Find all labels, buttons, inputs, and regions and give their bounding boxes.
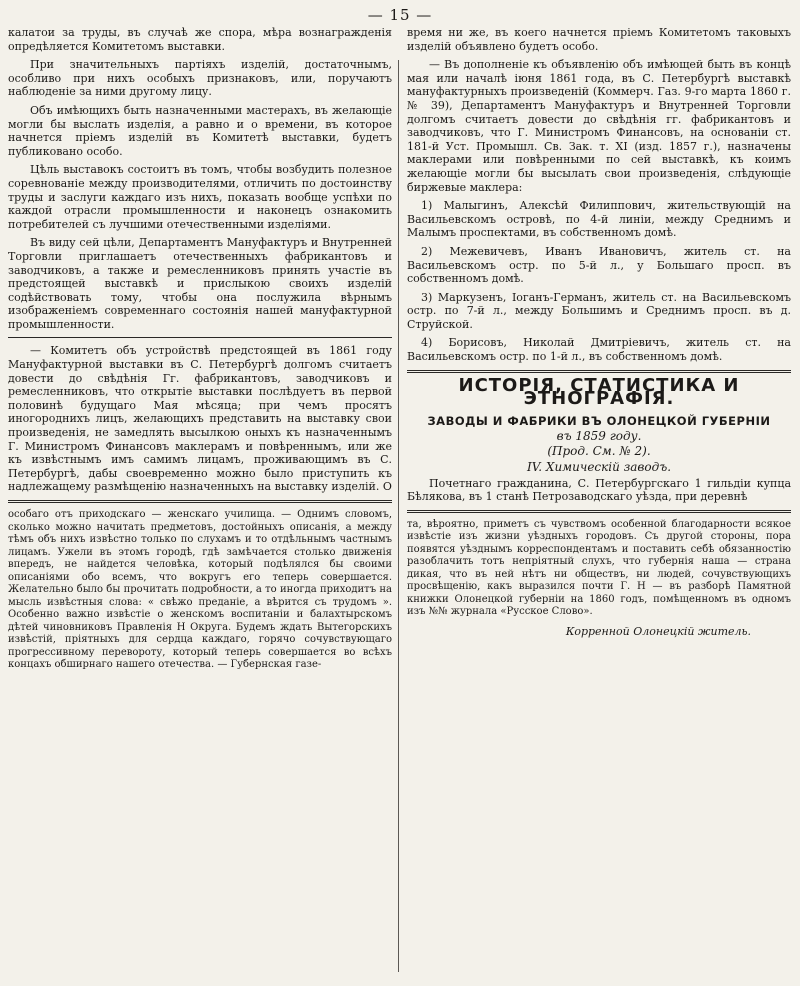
paragraph: Въ виду сей цѣли, Департаментъ Мануфактуръ и Внутренней Торговли приглашаетъ отечественныхъ фабрикантовъ и заводчиковъ, а также и ремесленниковъ принять участіе въ предстоящей выставкѣ и прислыкою своихъ изделій содѣйствовать тому, чтобы она послужила вѣрнымъ изображеніемъ современнаго состоянія нашей мануфактурной промышленности.: [8, 236, 392, 331]
article-subtitle: IV. Химическій заводъ.: [526, 460, 672, 475]
paragraph: — Комитетъ объ устройствѣ предстоящей въ 1861 году Мануфактурной выставки въ С. Петербургѣ долгомъ считаетъ довести до свѣдѣнія Гг. фабрикантовъ, заводчиковъ и ремесленниковъ, что открытіе выставки послѣдуетъ въ первой половинѣ будущаго Мая мѣсяца; при чемъ просятъ иногороднихъ лицъ, желающихъ представить на выставку свои произведенія, не замедлять высылкою оныхъ къ назначеннымъ Г. Министромъ Финансовъ маклерамъ и повѣреннымъ, или же къ извѣстнымъ имъ самимъ лицамъ, проживающимъ въ С. Петербургѣ, дабы своевременно можно было приступить къ надлежащему размѣщенію назначенныхъ на выставку изделій. О: [8, 344, 392, 494]
broker-item: 3) Маркузенъ, Іоганъ-Германъ, житель ст. на Васильевскомъ остр. по 7-й л., между Большимъ и Среднимъ просп. въ д. Струйской.: [407, 290, 791, 331]
broker-item: 1) Малыгинъ, Алексѣй Филиппович, жительствующій на Васильевскомъ островѣ, по 4-й линіи, между Среднимъ и Малымъ проспектами, въ собственномъ домѣ.: [407, 199, 791, 240]
broker-item: 2) Межевичевъ, Иванъ Ивановичъ, житель ст. на Васильевскомъ остр. по 5-й л., у Большаго просп. въ собственномъ домѣ.: [407, 244, 791, 286]
paragraph-lower: та, вѣроятно, приметъ съ чувствомъ особенной благодарности всякое извѣстіе изъ жизни уѣздныхъ городовъ. Съ другой стороны, пора появятся уѣзднымъ корреспондентамъ и поставить себѣ обязанностію разоблачить тотъ непріятный слухъ, что губернія наша — страна дикая, что въ ней нѣтъ ни обществъ, ни людей, сочувствующихъ просвѣщенію, какъ выразился почти Г. Н — въ разборѣ Памятной книжки Олонецкой губерніи на 1860 годъ, помѣщенномъ въ одномъ изъ №№ журнала «Русское Слово».: [407, 518, 791, 618]
broker-list: [407, 199, 791, 364]
article-title: ЗАВОДЫ И ФАБРИКИ ВЪ ОЛОНЕЦКОЙ ГУБЕРНІИ: [427, 413, 771, 428]
article-continuation: (Прод. См. № 2).: [547, 444, 651, 459]
separator-rule: [407, 370, 791, 373]
left-column: [8, 26, 392, 677]
paragraph: калатои за труды, въ случаѣ же спора, мѣра вознагражденія опредѣляется Комитетомъ выставки.: [8, 26, 392, 53]
paragraph: Цѣль выставокъ состоитъ въ томъ, чтобы возбудить полезное соревнованіе между производителями, отличить по достоинству труды и заслуги каждаго изъ нихъ, показать вообще успѣхи по каждой отрасли промышленности и наконецъ ознакомить потребителей съ лучшими отечественными изделіями.: [8, 163, 392, 231]
broker-item: 4) Борисовъ, Николай Дмитріевичъ, житель ст. на Васильевскомъ остр. по 1-й л., въ собственномъ домѣ.: [407, 336, 791, 364]
separator-rule: [8, 337, 392, 338]
column-divider: [398, 60, 399, 972]
separator-rule: [8, 500, 392, 503]
paragraph: время ни же, въ коего начнется пріемъ Комитетомъ таковыхъ изделій объявлено будетъ особо.: [407, 26, 791, 53]
paragraph: Объ имѣющихъ быть назначенными мастерахъ, въ желающіе могли бы выслать изделія, а равно и о времени, въ которое начнется пріемъ изделій въ Комитетѣ выставки, будетъ публиковано особо.: [8, 103, 392, 158]
article-text: Почетнаго гражданина, С. Петербургскаго 1 гильдіи купца Бѣлякова, въ 1 станѣ Петрозаводскаго уѣзда, при деревнѣ: [407, 476, 791, 504]
section-title: ИСТОРІЯ, СТАТИСТИКА И ЭТНОГРАФІЯ.: [458, 374, 740, 410]
signature: Корренной Олонецкій житель.: [565, 624, 751, 638]
paragraph-lower: особаго отъ приходскаго — женскаго училища. — Однимъ словомъ, сколько можно начитать предметовъ, достойныхъ описанія, а между тѣмъ объ нихъ извѣстно только по слухамъ и то отдѣльнымъ частнымъ лицамъ. Ужели въ этомъ городѣ, гдѣ замѣчается столько движенія впередъ, не найдется человѣка, который подѣлялся бы своими описаніями обо всемъ, что вокругъ его теперь совершается. Желательно было бы прочитать подробности, а то иногда приходитъ на мысль извѣстныя слова: « свѣжо преданіе, а вѣрится съ трудомъ ». Особенно важно извѣстіе о женскомъ воспитаніи и балахтырскомъ дѣтей чиновниковъ Правленія Н Округа. Будемъ ждать Вытегорскихъ извѣстій, пріятныхъ для сердца каждаго, горячо сочувствующаго прогрессивному перевороту, который теперь совершается во всѣхъ концахъ обширнаго нашего отечества. — Губернская газе-: [8, 509, 392, 670]
paragraph: При значительныхъ партіяхъ изделій, достаточнымъ, особливо при нихъ особыхъ признаковъ, или, поручаютъ наблюденіе за ними другому лицу.: [8, 58, 392, 99]
article-year: въ 1859 году.: [556, 428, 642, 443]
right-column: [407, 26, 791, 638]
page-number: — 15 —: [367, 6, 433, 24]
separator-rule: [407, 510, 791, 513]
announcement-paragraph: — Въ дополненіе къ объявленію объ имѣющей быть въ концѣ мая или началѣ іюня 1861 года, въ С. Петербургѣ выставкѣ мануфактурныхъ произведеній (Коммерч. Газ. 9-го марта 1860 г. № 39), Департаментъ Мануфактуръ и Внутренней Торговли долгомъ считаетъ довести до свѣдѣнія гг. фабрикантовъ и заводчиковъ, что Г. Министромъ Финансовъ, на основаніи ст. 181-й Уст. Промышл. Св. Зак. т. XI (изд. 1857 г.), назначены маклерами или повѣренными по сей выставкѣ, къ коимъ желающіе могли бы высылать свои произведенія, слѣдующіе биржевые маклера:: [407, 58, 791, 194]
